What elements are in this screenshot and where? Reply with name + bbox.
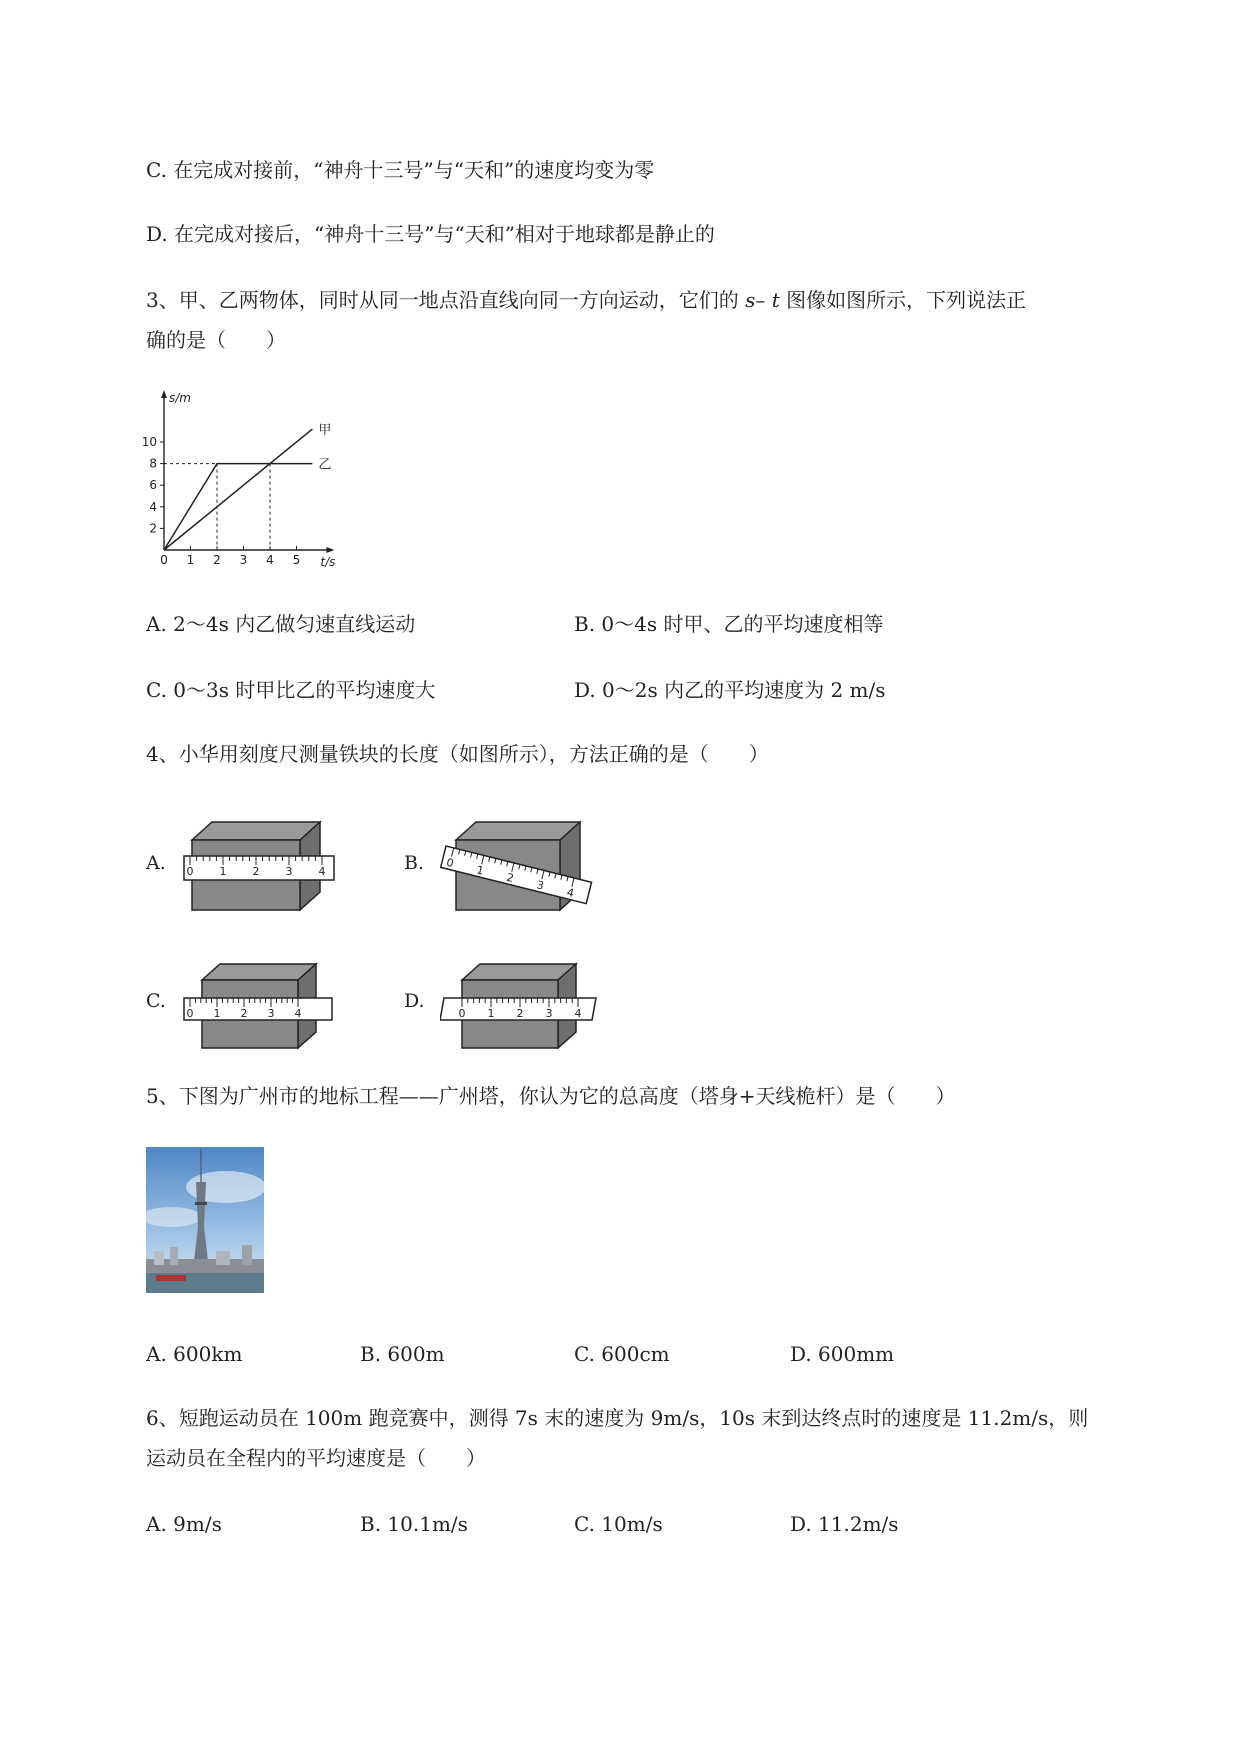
q3-stem-part2: 图像如图所示，下列说法正 bbox=[779, 288, 1027, 312]
q6-stem-line1: 6、短跑运动员在 100m 跑竞赛中，测得 7s 末的速度为 9m/s，10s 末到达终点时的速度是 11.2m/s，则 bbox=[146, 1406, 1089, 1430]
q6-stem-line2: 运动员在全程内的平均速度是（ ） bbox=[146, 1446, 486, 1470]
ruler-tick-label: 2 bbox=[252, 865, 260, 878]
ruler-tick-label: 3 bbox=[267, 1007, 275, 1020]
x-axis-arrow bbox=[326, 547, 334, 553]
q3-option-a: A. 2～4s 内乙做匀速直线运动 bbox=[146, 612, 416, 636]
q4-label-b: B. bbox=[404, 852, 425, 874]
q3-option-b: B. 0～4s 时甲、乙的平均速度相等 bbox=[574, 612, 884, 636]
ruler-tick-label: 3 bbox=[285, 865, 293, 878]
q5-option-a: A. 600km bbox=[146, 1342, 243, 1366]
y-axis-arrow bbox=[161, 390, 167, 398]
ruler-tick-label: 1 bbox=[219, 865, 227, 878]
st-chart bbox=[140, 390, 380, 570]
q4-label-c: C. bbox=[146, 990, 166, 1012]
ruler-figure-c bbox=[180, 958, 340, 1050]
ruler-tick-label: 4 bbox=[565, 885, 576, 901]
y-tick-label-3: 8 bbox=[149, 456, 157, 471]
ruler-tick-label: 4 bbox=[574, 1007, 582, 1020]
ruler-tick-label: 4 bbox=[294, 1007, 302, 1020]
x-tick-label-5: 5 bbox=[292, 553, 301, 567]
q3-stem-part1: 3、甲、乙两物体，同时从同一地点沿直线向同一方向运动，它们的 bbox=[146, 288, 746, 312]
x-tick-label-3: 3 bbox=[239, 553, 248, 567]
y-tick-label-0: 2 bbox=[149, 521, 157, 536]
x-tick-label-1: 1 bbox=[186, 553, 195, 567]
q2-option-c: C. 在完成对接前，“神舟十三号”与“天和”的速度均变为零 bbox=[146, 158, 655, 182]
q6-option-b: B. 10.1m/s bbox=[360, 1512, 468, 1536]
q3-stem-variable: s– t bbox=[745, 288, 780, 312]
series-label-0: 甲 bbox=[318, 423, 332, 439]
ruler-tick-label: 3 bbox=[545, 1007, 553, 1020]
q6-option-d: D. 11.2m/s bbox=[790, 1512, 899, 1536]
ruler-figure-d bbox=[440, 958, 610, 1050]
ruler-tick-label: 3 bbox=[535, 878, 546, 893]
q3-stem-line1 bbox=[146, 286, 1026, 314]
x-tick-label-4: 4 bbox=[266, 553, 274, 567]
canton-tower-photo bbox=[146, 1147, 264, 1293]
y-tick-label-2: 6 bbox=[149, 478, 157, 493]
ruler-tick-label: 1 bbox=[213, 1007, 221, 1020]
ruler-tick-label: 0 bbox=[186, 1007, 194, 1020]
ruler-tick-label: 1 bbox=[487, 1007, 495, 1020]
q3-option-c: C. 0～3s 时甲比乙的平均速度大 bbox=[146, 678, 436, 702]
q4-label-d: D. bbox=[404, 990, 425, 1012]
series-line-0 bbox=[164, 429, 312, 550]
ruler-tick-label: 4 bbox=[318, 865, 326, 878]
q2-option-d: D. 在完成对接后，“神舟十三号”与“天和”相对于地球都是静止的 bbox=[146, 222, 715, 246]
q5-stem: 5、下图为广州市的地标工程——广州塔，你认为它的总高度（塔身+天线桅杆）是（ ） bbox=[146, 1084, 956, 1108]
q4-label-a: A. bbox=[146, 852, 166, 874]
ruler-tick-label: 0 bbox=[458, 1007, 466, 1020]
q5-option-b: B. 600m bbox=[360, 1342, 445, 1366]
y-tick-label-4: 10 bbox=[141, 435, 157, 449]
ruler-tick-label: 2 bbox=[505, 870, 516, 886]
y-axis-label: s/m bbox=[169, 391, 191, 405]
ruler-tick-label: 0 bbox=[445, 855, 455, 871]
q5-option-c: C. 600cm bbox=[574, 1342, 670, 1366]
series-label-1: 乙 bbox=[318, 457, 332, 473]
q4-stem: 4、小华用刻度尺测量铁块的长度（如图所示），方法正确的是（ ） bbox=[146, 742, 769, 766]
q6-option-c: C. 10m/s bbox=[574, 1512, 663, 1536]
q3-stem-line2: 确的是（ ） bbox=[146, 328, 286, 352]
q6-option-a: A. 9m/s bbox=[146, 1512, 222, 1536]
ruler-tick-label: 2 bbox=[240, 1007, 248, 1020]
y-tick-label-1: 4 bbox=[149, 499, 157, 514]
x-axis-label: t/s bbox=[320, 555, 336, 569]
q3-option-d: D. 0～2s 内乙的平均速度为 2 m/s bbox=[574, 678, 886, 702]
x-tick-label-2: 2 bbox=[213, 553, 221, 567]
q5-option-d: D. 600mm bbox=[790, 1342, 895, 1366]
x-tick-label-0: 0 bbox=[160, 553, 168, 567]
ruler-tick-label: 2 bbox=[516, 1007, 524, 1020]
ruler-figure-b bbox=[440, 818, 620, 913]
ruler-tick-label: 0 bbox=[186, 865, 194, 878]
ruler-figure-a bbox=[180, 818, 340, 913]
ruler-tick-label: 1 bbox=[475, 863, 486, 878]
series-line-1 bbox=[164, 464, 312, 550]
